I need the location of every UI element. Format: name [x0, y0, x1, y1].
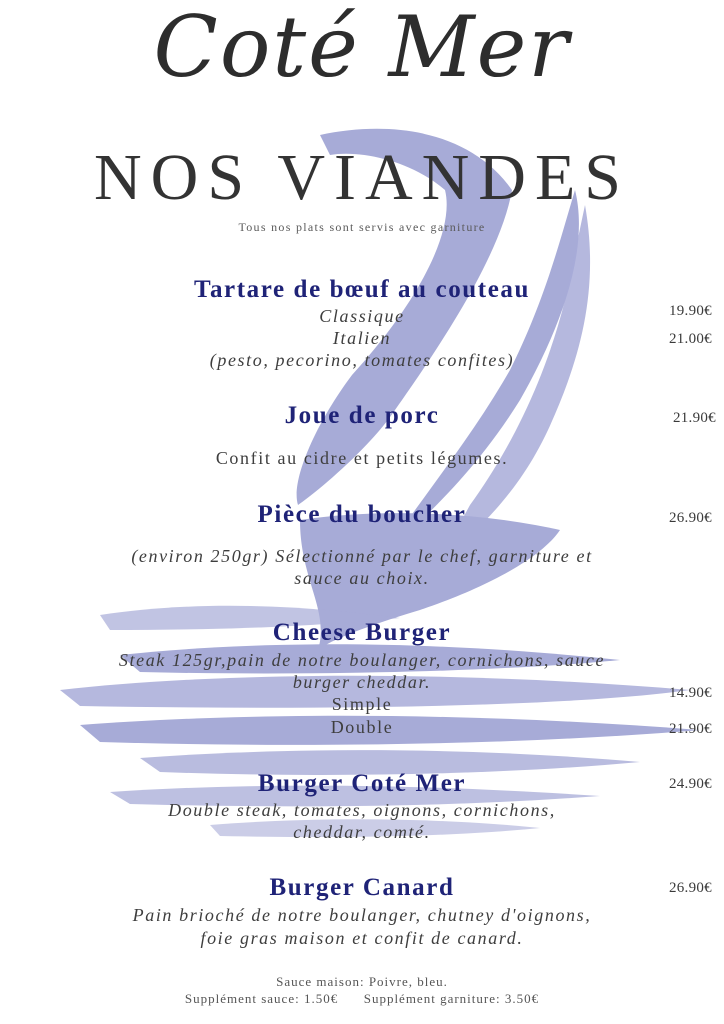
dish-title: Joue de porc — [284, 402, 440, 429]
dish-price: 21.90€ — [672, 410, 716, 426]
dish-title: Burger Coté Mer — [257, 770, 467, 797]
dish-description: burger cheddar. — [292, 672, 432, 692]
page-title: NOS VIANDES — [94, 141, 630, 214]
dish-description: (environ 250gr) Sélectionné par le chef, garniture et — [131, 546, 593, 566]
dish-description: Steak 125gr,pain de notre boulanger, cornichons, sauce — [118, 650, 606, 670]
dish-price: 26.90€ — [668, 510, 712, 526]
dish-option: Double — [330, 717, 394, 737]
dish-description: Pain brioché de notre boulanger, chutney d'oignons, — [132, 905, 592, 925]
dish-price: 19.90€ — [668, 303, 712, 319]
footer-sauce-note: Sauce maison: Poivre, bleu. — [276, 974, 448, 989]
dish-price: 24.90€ — [668, 776, 712, 792]
dish-title: Cheese Burger — [272, 619, 452, 646]
dish-option: Simple — [331, 694, 393, 714]
dish-description: (pesto, pecorino, tomates confites) — [209, 350, 515, 370]
dish-description: Confit au cidre et petits légumes. — [215, 448, 509, 468]
dish-price: 21.90€ — [668, 721, 712, 737]
dish-description: Double steak, tomates, oignons, cornichons, — [168, 800, 556, 820]
dish-description: sauce au choix. — [294, 568, 430, 588]
dish-title: Burger Canard — [269, 874, 455, 901]
dish-title: Pièce du boucher — [257, 501, 467, 528]
dish-title: Tartare de bœuf au couteau — [193, 276, 531, 303]
restaurant-logo-name: Coté Mer — [153, 0, 571, 96]
dish-price: 21.00€ — [668, 331, 712, 347]
subtitle: Tous nos plats sont servis avec garniture — [238, 220, 486, 234]
dish-description: foie gras maison et confit de canard. — [200, 928, 524, 948]
dish-price: 14.90€ — [668, 685, 712, 701]
dish-option: Italien — [332, 328, 392, 348]
dish-description: cheddar, comté. — [293, 822, 431, 842]
footer-supplements: Supplément sauce: 1.50€ Supplément garniture: 3.50€ — [184, 991, 540, 1006]
dish-option: Classique — [319, 306, 405, 326]
dish-price: 26.90€ — [668, 880, 712, 896]
